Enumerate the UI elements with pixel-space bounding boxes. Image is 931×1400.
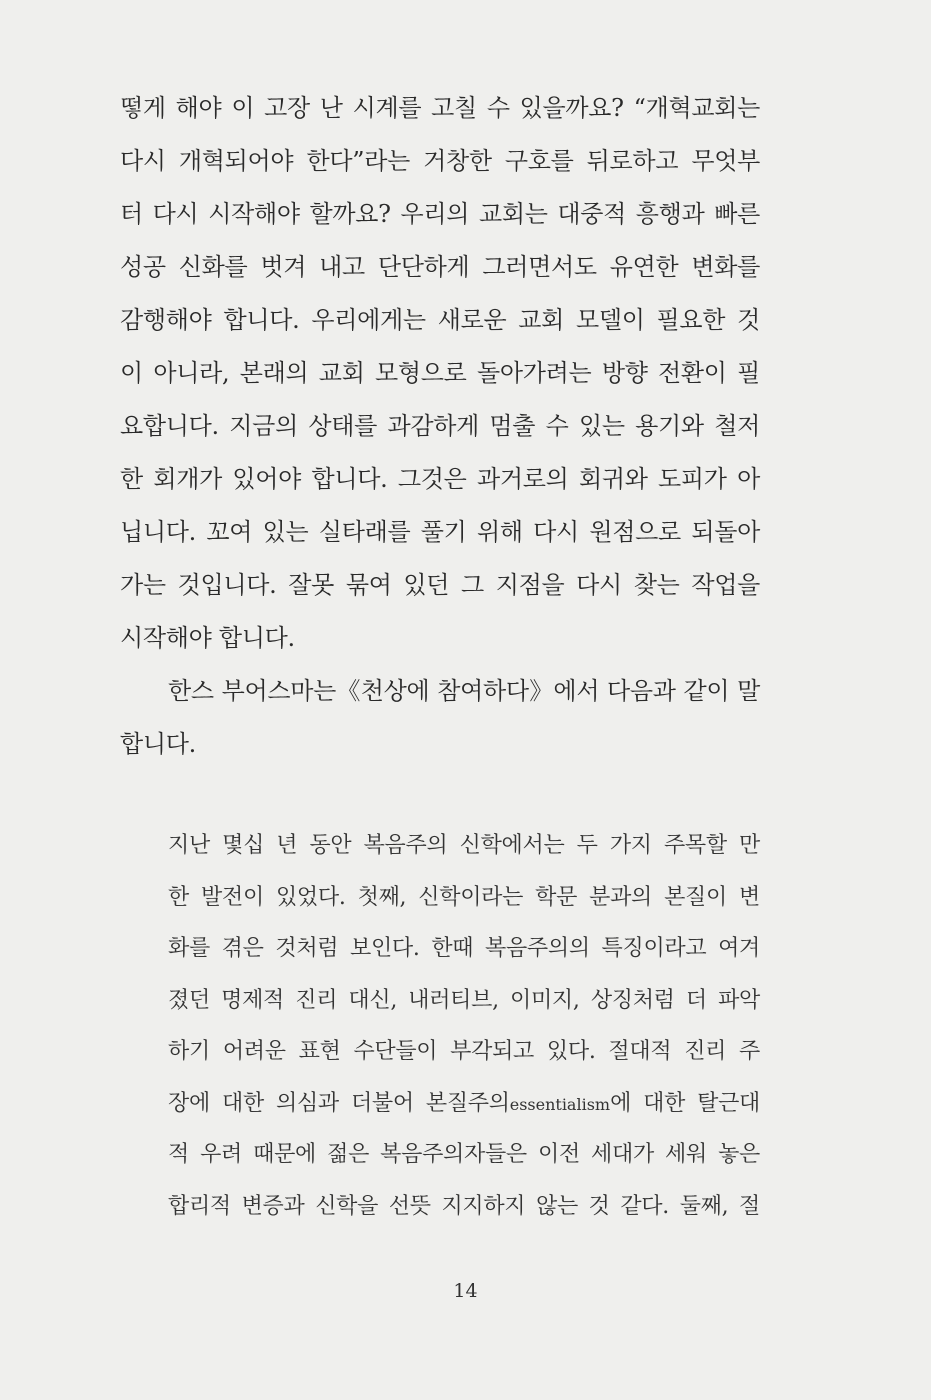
text-line: 한 회개가 있어야 합니다. 그것은 과거로의 회귀와 도피가 아 (120, 465, 760, 493)
text-line: 떻게 해야 이 고장 난 시계를 고칠 수 있을까요? “개혁교회는 (120, 94, 760, 122)
text-line: 성공 신화를 벗겨 내고 단단하게 그러면서도 유연한 변화를 (120, 253, 760, 281)
quote-line: 합리적 변증과 신학을 선뜻 지지하지 않는 것 같다. 둘째, 절 (168, 1193, 760, 1219)
quote-line: 졌던 명제적 진리 대신, 내러티브, 이미지, 상징처럼 더 파악 (168, 987, 760, 1013)
text-line: 한스 부어스마는《천상에 참여하다》에서 다음과 같이 말 (168, 677, 760, 705)
quote-line: 한 발전이 있었다. 첫째, 신학이라는 학문 분과의 본질이 변 (168, 884, 760, 910)
text-line: 합니다. (120, 730, 196, 758)
text-line: 가는 것입니다. 잘못 묶여 있던 그 지점을 다시 찾는 작업을 (120, 571, 760, 599)
quote-line: 화를 겪은 것처럼 보인다. 한때 복음주의의 특징이라고 여겨 (168, 936, 760, 961)
quote-text: 장에 대한 의심과 더불어 본질주의 (168, 1090, 510, 1116)
text-line: 이 아니라, 본래의 교회 모형으로 돌아가려는 방향 전환이 필 (120, 359, 760, 387)
main-text (120, 82, 760, 771)
block-quote (168, 820, 760, 1232)
text-line: 시작해야 합니다. (120, 624, 295, 652)
quote-line-with-english (168, 1078, 760, 1130)
text-line: 터 다시 시작해야 할까요? 우리의 교회는 대중적 흥행과 빠른 (120, 200, 760, 228)
quote-line: 지난 몇십 년 동안 복음주의 신학에서는 두 가지 주목할 만 (168, 833, 760, 858)
text-line: 닙니다. 꼬여 있는 실타래를 풀기 위해 다시 원점으로 되돌아 (120, 518, 760, 546)
quote-line: 적 우려 때문에 젊은 복음주의자들은 이전 세대가 세워 놓은 (168, 1142, 760, 1167)
text-line: 요합니다. 지금의 상태를 과감하게 멈출 수 있는 용기와 철저 (120, 412, 760, 440)
text-line: 감행해야 합니다. 우리에게는 새로운 교회 모델이 필요한 것 (120, 306, 760, 334)
quote-line: 하기 어려운 표현 수단들이 부각되고 있다. 절대적 진리 주 (168, 1039, 760, 1064)
english-term: essentialism (509, 1094, 611, 1114)
text-line: 다시 개혁되어야 한다”라는 거창한 구호를 뒤로하고 무엇부 (120, 147, 760, 175)
page-number: 14 (453, 1280, 478, 1302)
quote-text: 에 대한 탈근대 (610, 1090, 760, 1116)
